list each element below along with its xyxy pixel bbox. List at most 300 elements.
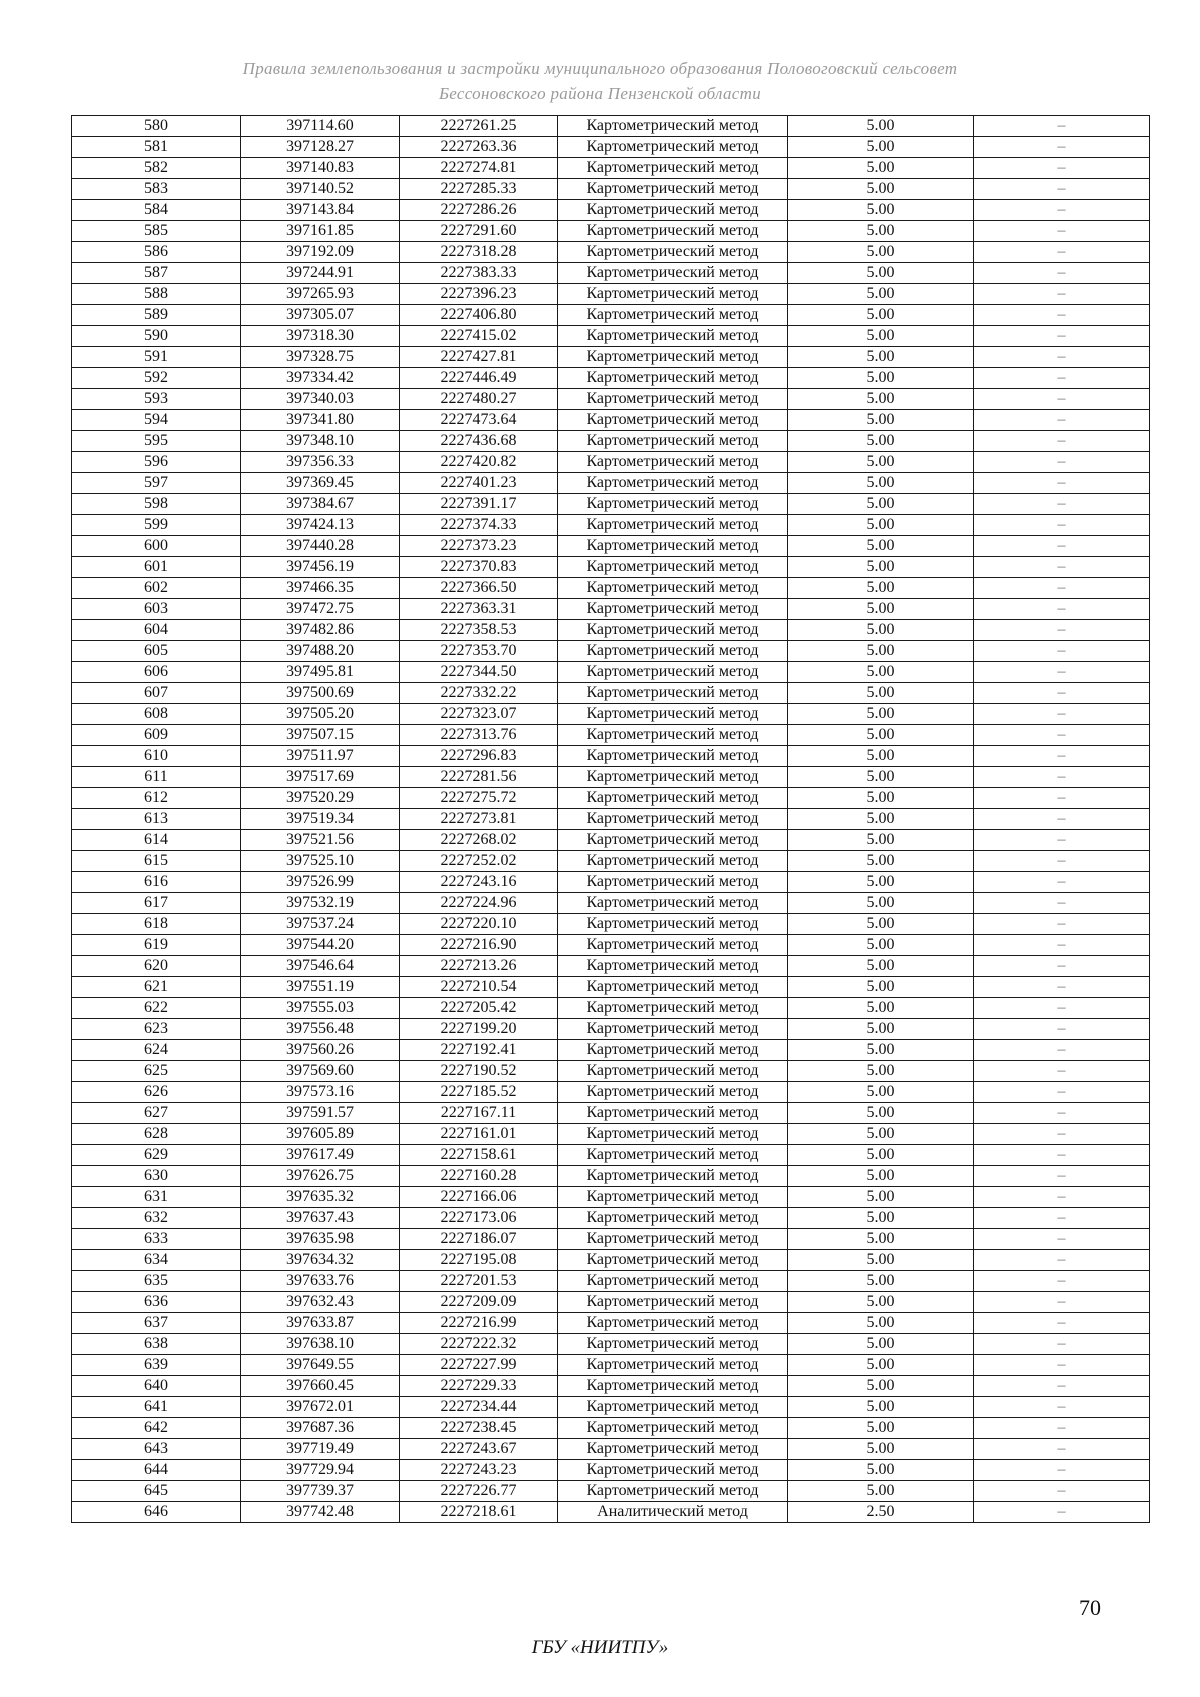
x-coordinate-cell: 397472.75: [241, 599, 400, 620]
accuracy-cell: 5.00: [788, 200, 974, 221]
accuracy-cell: 5.00: [788, 956, 974, 977]
y-coordinate-cell: 2227243.23: [400, 1460, 558, 1481]
method-cell: Картометрический метод: [558, 137, 788, 158]
table-row: [72, 620, 1150, 641]
description-cell: –: [974, 326, 1150, 347]
table-row: [72, 368, 1150, 389]
y-coordinate-cell: 2227252.02: [400, 851, 558, 872]
description-cell: –: [974, 1250, 1150, 1271]
description-cell: –: [974, 956, 1150, 977]
description-cell: –: [974, 284, 1150, 305]
method-cell: Картометрический метод: [558, 809, 788, 830]
x-coordinate-cell: 397424.13: [241, 515, 400, 536]
point-number-cell: 605: [72, 641, 241, 662]
x-coordinate-cell: 397519.34: [241, 809, 400, 830]
x-coordinate-cell: 397537.24: [241, 914, 400, 935]
table-row: [72, 473, 1150, 494]
description-cell: –: [974, 1502, 1150, 1523]
y-coordinate-cell: 2227296.83: [400, 746, 558, 767]
method-cell: Картометрический метод: [558, 179, 788, 200]
point-number-cell: 623: [72, 1019, 241, 1040]
accuracy-cell: 5.00: [788, 347, 974, 368]
table-row: [72, 872, 1150, 893]
table-row: [72, 725, 1150, 746]
point-number-cell: 585: [72, 221, 241, 242]
x-coordinate-cell: 397140.83: [241, 158, 400, 179]
x-coordinate-cell: 397143.84: [241, 200, 400, 221]
table-row: [72, 1061, 1150, 1082]
description-cell: –: [974, 179, 1150, 200]
x-coordinate-cell: 397719.49: [241, 1439, 400, 1460]
method-cell: Картометрический метод: [558, 956, 788, 977]
method-cell: Картометрический метод: [558, 515, 788, 536]
page-number: 70: [1079, 1595, 1101, 1620]
description-cell: –: [974, 1439, 1150, 1460]
point-number-cell: 600: [72, 536, 241, 557]
x-coordinate-cell: 397340.03: [241, 389, 400, 410]
point-number-cell: 645: [72, 1481, 241, 1502]
table-row: [72, 1250, 1150, 1271]
table-row: [72, 1082, 1150, 1103]
header-line-1: Правила землепользования и застройки муниципального образования Половоговский сельсовет: [242, 59, 958, 78]
method-cell: Картометрический метод: [558, 1229, 788, 1250]
y-coordinate-cell: 2227213.26: [400, 956, 558, 977]
x-coordinate-cell: 397633.87: [241, 1313, 400, 1334]
x-coordinate-cell: 397328.75: [241, 347, 400, 368]
table-row: [72, 494, 1150, 515]
point-number-cell: 625: [72, 1061, 241, 1082]
accuracy-cell: 5.00: [788, 599, 974, 620]
x-coordinate-cell: 397551.19: [241, 977, 400, 998]
method-cell: Картометрический метод: [558, 851, 788, 872]
point-number-cell: 601: [72, 557, 241, 578]
table-row: [72, 1040, 1150, 1061]
point-number-cell: 610: [72, 746, 241, 767]
accuracy-cell: 5.00: [788, 641, 974, 662]
method-cell: Картометрический метод: [558, 452, 788, 473]
description-cell: –: [974, 914, 1150, 935]
description-cell: –: [974, 851, 1150, 872]
point-number-cell: 612: [72, 788, 241, 809]
method-cell: Картометрический метод: [558, 977, 788, 998]
method-cell: Картометрический метод: [558, 1460, 788, 1481]
y-coordinate-cell: 2227224.96: [400, 893, 558, 914]
y-coordinate-cell: 2227226.77: [400, 1481, 558, 1502]
accuracy-cell: 5.00: [788, 914, 974, 935]
y-coordinate-cell: 2227192.41: [400, 1040, 558, 1061]
y-coordinate-cell: 2227420.82: [400, 452, 558, 473]
table-row: [72, 1124, 1150, 1145]
point-number-cell: 638: [72, 1334, 241, 1355]
point-number-cell: 621: [72, 977, 241, 998]
table-row: [72, 683, 1150, 704]
x-coordinate-cell: 397495.81: [241, 662, 400, 683]
y-coordinate-cell: 2227238.45: [400, 1418, 558, 1439]
table-row: [72, 1187, 1150, 1208]
point-number-cell: 616: [72, 872, 241, 893]
accuracy-cell: 5.00: [788, 1082, 974, 1103]
x-coordinate-cell: 397244.91: [241, 263, 400, 284]
description-cell: –: [974, 704, 1150, 725]
accuracy-cell: 5.00: [788, 242, 974, 263]
description-cell: –: [974, 200, 1150, 221]
y-coordinate-cell: 2227243.67: [400, 1439, 558, 1460]
point-number-cell: 607: [72, 683, 241, 704]
point-number-cell: 642: [72, 1418, 241, 1439]
table-row: [72, 326, 1150, 347]
accuracy-cell: 5.00: [788, 578, 974, 599]
description-cell: –: [974, 893, 1150, 914]
accuracy-cell: 5.00: [788, 1229, 974, 1250]
coordinates-table-wrapper: [71, 115, 1149, 1523]
table-row: [72, 851, 1150, 872]
accuracy-cell: 5.00: [788, 1103, 974, 1124]
accuracy-cell: 5.00: [788, 452, 974, 473]
description-cell: –: [974, 725, 1150, 746]
method-cell: Картометрический метод: [558, 242, 788, 263]
y-coordinate-cell: 2227263.36: [400, 137, 558, 158]
y-coordinate-cell: 2227173.06: [400, 1208, 558, 1229]
point-number-cell: 593: [72, 389, 241, 410]
table-row: [72, 263, 1150, 284]
y-coordinate-cell: 2227291.60: [400, 221, 558, 242]
table-row: [72, 1208, 1150, 1229]
y-coordinate-cell: 2227201.53: [400, 1271, 558, 1292]
y-coordinate-cell: 2227406.80: [400, 305, 558, 326]
table-row: [72, 830, 1150, 851]
y-coordinate-cell: 2227286.26: [400, 200, 558, 221]
x-coordinate-cell: 397742.48: [241, 1502, 400, 1523]
accuracy-cell: 5.00: [788, 410, 974, 431]
description-cell: –: [974, 998, 1150, 1019]
accuracy-cell: 5.00: [788, 788, 974, 809]
point-number-cell: 619: [72, 935, 241, 956]
accuracy-cell: 5.00: [788, 830, 974, 851]
point-number-cell: 592: [72, 368, 241, 389]
table-row: [72, 515, 1150, 536]
point-number-cell: 633: [72, 1229, 241, 1250]
x-coordinate-cell: 397635.32: [241, 1187, 400, 1208]
y-coordinate-cell: 2227285.33: [400, 179, 558, 200]
method-cell: Картометрический метод: [558, 935, 788, 956]
method-cell: Картометрический метод: [558, 998, 788, 1019]
x-coordinate-cell: 397517.69: [241, 767, 400, 788]
table-row: [72, 116, 1150, 137]
x-coordinate-cell: 397637.43: [241, 1208, 400, 1229]
method-cell: Картометрический метод: [558, 1250, 788, 1271]
description-cell: –: [974, 494, 1150, 515]
x-coordinate-cell: 397305.07: [241, 305, 400, 326]
x-coordinate-cell: 397114.60: [241, 116, 400, 137]
point-number-cell: 639: [72, 1355, 241, 1376]
point-number-cell: 606: [72, 662, 241, 683]
y-coordinate-cell: 2227167.11: [400, 1103, 558, 1124]
point-number-cell: 587: [72, 263, 241, 284]
table-row: [72, 1439, 1150, 1460]
method-cell: Картометрический метод: [558, 893, 788, 914]
y-coordinate-cell: 2227446.49: [400, 368, 558, 389]
x-coordinate-cell: 397633.76: [241, 1271, 400, 1292]
method-cell: Картометрический метод: [558, 578, 788, 599]
description-cell: –: [974, 1124, 1150, 1145]
point-number-cell: 596: [72, 452, 241, 473]
y-coordinate-cell: 2227222.32: [400, 1334, 558, 1355]
running-header: [0, 56, 1200, 106]
x-coordinate-cell: 397505.20: [241, 704, 400, 725]
point-number-cell: 598: [72, 494, 241, 515]
table-row: [72, 1397, 1150, 1418]
method-cell: Картометрический метод: [558, 116, 788, 137]
method-cell: Картометрический метод: [558, 494, 788, 515]
method-cell: Картометрический метод: [558, 1397, 788, 1418]
table-row: [72, 1145, 1150, 1166]
x-coordinate-cell: 397605.89: [241, 1124, 400, 1145]
description-cell: –: [974, 347, 1150, 368]
y-coordinate-cell: 2227323.07: [400, 704, 558, 725]
method-cell: Картометрический метод: [558, 557, 788, 578]
accuracy-cell: 5.00: [788, 1418, 974, 1439]
x-coordinate-cell: 397356.33: [241, 452, 400, 473]
accuracy-cell: 5.00: [788, 1313, 974, 1334]
description-cell: –: [974, 263, 1150, 284]
accuracy-cell: 5.00: [788, 662, 974, 683]
table-row: [72, 1019, 1150, 1040]
y-coordinate-cell: 2227383.33: [400, 263, 558, 284]
description-cell: –: [974, 1145, 1150, 1166]
method-cell: Картометрический метод: [558, 536, 788, 557]
accuracy-cell: 5.00: [788, 872, 974, 893]
point-number-cell: 589: [72, 305, 241, 326]
point-number-cell: 608: [72, 704, 241, 725]
x-coordinate-cell: 397384.67: [241, 494, 400, 515]
y-coordinate-cell: 2227185.52: [400, 1082, 558, 1103]
description-cell: –: [974, 452, 1150, 473]
y-coordinate-cell: 2227391.17: [400, 494, 558, 515]
y-coordinate-cell: 2227344.50: [400, 662, 558, 683]
point-number-cell: 614: [72, 830, 241, 851]
description-cell: –: [974, 158, 1150, 179]
y-coordinate-cell: 2227195.08: [400, 1250, 558, 1271]
table-row: [72, 557, 1150, 578]
x-coordinate-cell: 397672.01: [241, 1397, 400, 1418]
description-cell: –: [974, 578, 1150, 599]
y-coordinate-cell: 2227218.61: [400, 1502, 558, 1523]
table-row: [72, 242, 1150, 263]
point-number-cell: 620: [72, 956, 241, 977]
x-coordinate-cell: 397466.35: [241, 578, 400, 599]
x-coordinate-cell: 397560.26: [241, 1040, 400, 1061]
point-number-cell: 635: [72, 1271, 241, 1292]
x-coordinate-cell: 397555.03: [241, 998, 400, 1019]
y-coordinate-cell: 2227158.61: [400, 1145, 558, 1166]
accuracy-cell: 5.00: [788, 263, 974, 284]
table-row: [72, 431, 1150, 452]
table-row: [72, 1166, 1150, 1187]
description-cell: –: [974, 935, 1150, 956]
accuracy-cell: 5.00: [788, 1040, 974, 1061]
accuracy-cell: 5.00: [788, 704, 974, 725]
method-cell: Картометрический метод: [558, 767, 788, 788]
accuracy-cell: 5.00: [788, 998, 974, 1019]
accuracy-cell: 5.00: [788, 620, 974, 641]
table-row: [72, 914, 1150, 935]
x-coordinate-cell: 397482.86: [241, 620, 400, 641]
description-cell: –: [974, 1019, 1150, 1040]
description-cell: –: [974, 221, 1150, 242]
point-number-cell: 646: [72, 1502, 241, 1523]
description-cell: –: [974, 977, 1150, 998]
x-coordinate-cell: 397488.20: [241, 641, 400, 662]
description-cell: –: [974, 641, 1150, 662]
description-cell: –: [974, 1355, 1150, 1376]
method-cell: Картометрический метод: [558, 662, 788, 683]
method-cell: Картометрический метод: [558, 914, 788, 935]
description-cell: –: [974, 788, 1150, 809]
table-row: [72, 809, 1150, 830]
method-cell: Картометрический метод: [558, 1334, 788, 1355]
y-coordinate-cell: 2227268.02: [400, 830, 558, 851]
accuracy-cell: 5.00: [788, 1397, 974, 1418]
x-coordinate-cell: 397687.36: [241, 1418, 400, 1439]
y-coordinate-cell: 2227199.20: [400, 1019, 558, 1040]
method-cell: Картометрический метод: [558, 1124, 788, 1145]
x-coordinate-cell: 397525.10: [241, 851, 400, 872]
accuracy-cell: 5.00: [788, 977, 974, 998]
description-cell: –: [974, 389, 1150, 410]
table-row: [72, 1418, 1150, 1439]
description-cell: –: [974, 410, 1150, 431]
x-coordinate-cell: 397544.20: [241, 935, 400, 956]
point-number-cell: 629: [72, 1145, 241, 1166]
y-coordinate-cell: 2227353.70: [400, 641, 558, 662]
point-number-cell: 586: [72, 242, 241, 263]
table-row: [72, 1376, 1150, 1397]
description-cell: –: [974, 767, 1150, 788]
accuracy-cell: 5.00: [788, 284, 974, 305]
x-coordinate-cell: 397318.30: [241, 326, 400, 347]
accuracy-cell: 5.00: [788, 1376, 974, 1397]
method-cell: Картометрический метод: [558, 620, 788, 641]
y-coordinate-cell: 2227161.01: [400, 1124, 558, 1145]
y-coordinate-cell: 2227473.64: [400, 410, 558, 431]
point-number-cell: 643: [72, 1439, 241, 1460]
method-cell: Картометрический метод: [558, 221, 788, 242]
accuracy-cell: 5.00: [788, 1250, 974, 1271]
y-coordinate-cell: 2227275.72: [400, 788, 558, 809]
x-coordinate-cell: 397511.97: [241, 746, 400, 767]
x-coordinate-cell: 397660.45: [241, 1376, 400, 1397]
table-row: [72, 1313, 1150, 1334]
table-row: [72, 536, 1150, 557]
accuracy-cell: 5.00: [788, 557, 974, 578]
description-cell: –: [974, 1040, 1150, 1061]
point-number-cell: 632: [72, 1208, 241, 1229]
y-coordinate-cell: 2227415.02: [400, 326, 558, 347]
page-footer: ГБУ «НИИТПУ»: [531, 1637, 669, 1658]
description-cell: –: [974, 1313, 1150, 1334]
coordinates-table: [71, 115, 1150, 1523]
description-cell: –: [974, 557, 1150, 578]
accuracy-cell: 5.00: [788, 473, 974, 494]
description-cell: –: [974, 1229, 1150, 1250]
description-cell: –: [974, 431, 1150, 452]
y-coordinate-cell: 2227243.16: [400, 872, 558, 893]
description-cell: –: [974, 1418, 1150, 1439]
description-cell: –: [974, 1334, 1150, 1355]
accuracy-cell: 5.00: [788, 179, 974, 200]
accuracy-cell: 5.00: [788, 1019, 974, 1040]
table-row: [72, 137, 1150, 158]
accuracy-cell: 5.00: [788, 935, 974, 956]
accuracy-cell: 5.00: [788, 683, 974, 704]
point-number-cell: 624: [72, 1040, 241, 1061]
accuracy-cell: 5.00: [788, 305, 974, 326]
x-coordinate-cell: 397440.28: [241, 536, 400, 557]
table-row: [72, 662, 1150, 683]
point-number-cell: 613: [72, 809, 241, 830]
method-cell: Картометрический метод: [558, 788, 788, 809]
accuracy-cell: 5.00: [788, 1208, 974, 1229]
table-row: [72, 284, 1150, 305]
description-cell: –: [974, 1103, 1150, 1124]
method-cell: Картометрический метод: [558, 1481, 788, 1502]
x-coordinate-cell: 397369.45: [241, 473, 400, 494]
y-coordinate-cell: 2227358.53: [400, 620, 558, 641]
point-number-cell: 595: [72, 431, 241, 452]
x-coordinate-cell: 397729.94: [241, 1460, 400, 1481]
table-row: [72, 1229, 1150, 1250]
table-row: [72, 704, 1150, 725]
point-number-cell: 627: [72, 1103, 241, 1124]
method-cell: Картометрический метод: [558, 1019, 788, 1040]
point-number-cell: 609: [72, 725, 241, 746]
y-coordinate-cell: 2227396.23: [400, 284, 558, 305]
accuracy-cell: 5.00: [788, 851, 974, 872]
x-coordinate-cell: 397341.80: [241, 410, 400, 431]
table-row: [72, 200, 1150, 221]
description-cell: –: [974, 242, 1150, 263]
method-cell: Картометрический метод: [558, 326, 788, 347]
description-cell: –: [974, 1376, 1150, 1397]
accuracy-cell: 5.00: [788, 389, 974, 410]
method-cell: Картометрический метод: [558, 200, 788, 221]
point-number-cell: 611: [72, 767, 241, 788]
accuracy-cell: 5.00: [788, 536, 974, 557]
y-coordinate-cell: 2227186.07: [400, 1229, 558, 1250]
description-cell: –: [974, 830, 1150, 851]
point-number-cell: 581: [72, 137, 241, 158]
table-row: [72, 158, 1150, 179]
table-row: [72, 1355, 1150, 1376]
accuracy-cell: 5.00: [788, 431, 974, 452]
method-cell: Картометрический метод: [558, 410, 788, 431]
point-number-cell: 594: [72, 410, 241, 431]
y-coordinate-cell: 2227401.23: [400, 473, 558, 494]
method-cell: Картометрический метод: [558, 1061, 788, 1082]
method-cell: Картометрический метод: [558, 746, 788, 767]
accuracy-cell: 5.00: [788, 1355, 974, 1376]
method-cell: Картометрический метод: [558, 725, 788, 746]
accuracy-cell: 5.00: [788, 725, 974, 746]
point-number-cell: 641: [72, 1397, 241, 1418]
x-coordinate-cell: 397617.49: [241, 1145, 400, 1166]
description-cell: –: [974, 872, 1150, 893]
method-cell: Картометрический метод: [558, 1166, 788, 1187]
x-coordinate-cell: 397348.10: [241, 431, 400, 452]
table-row: [72, 578, 1150, 599]
method-cell: Картометрический метод: [558, 872, 788, 893]
table-row: [72, 410, 1150, 431]
